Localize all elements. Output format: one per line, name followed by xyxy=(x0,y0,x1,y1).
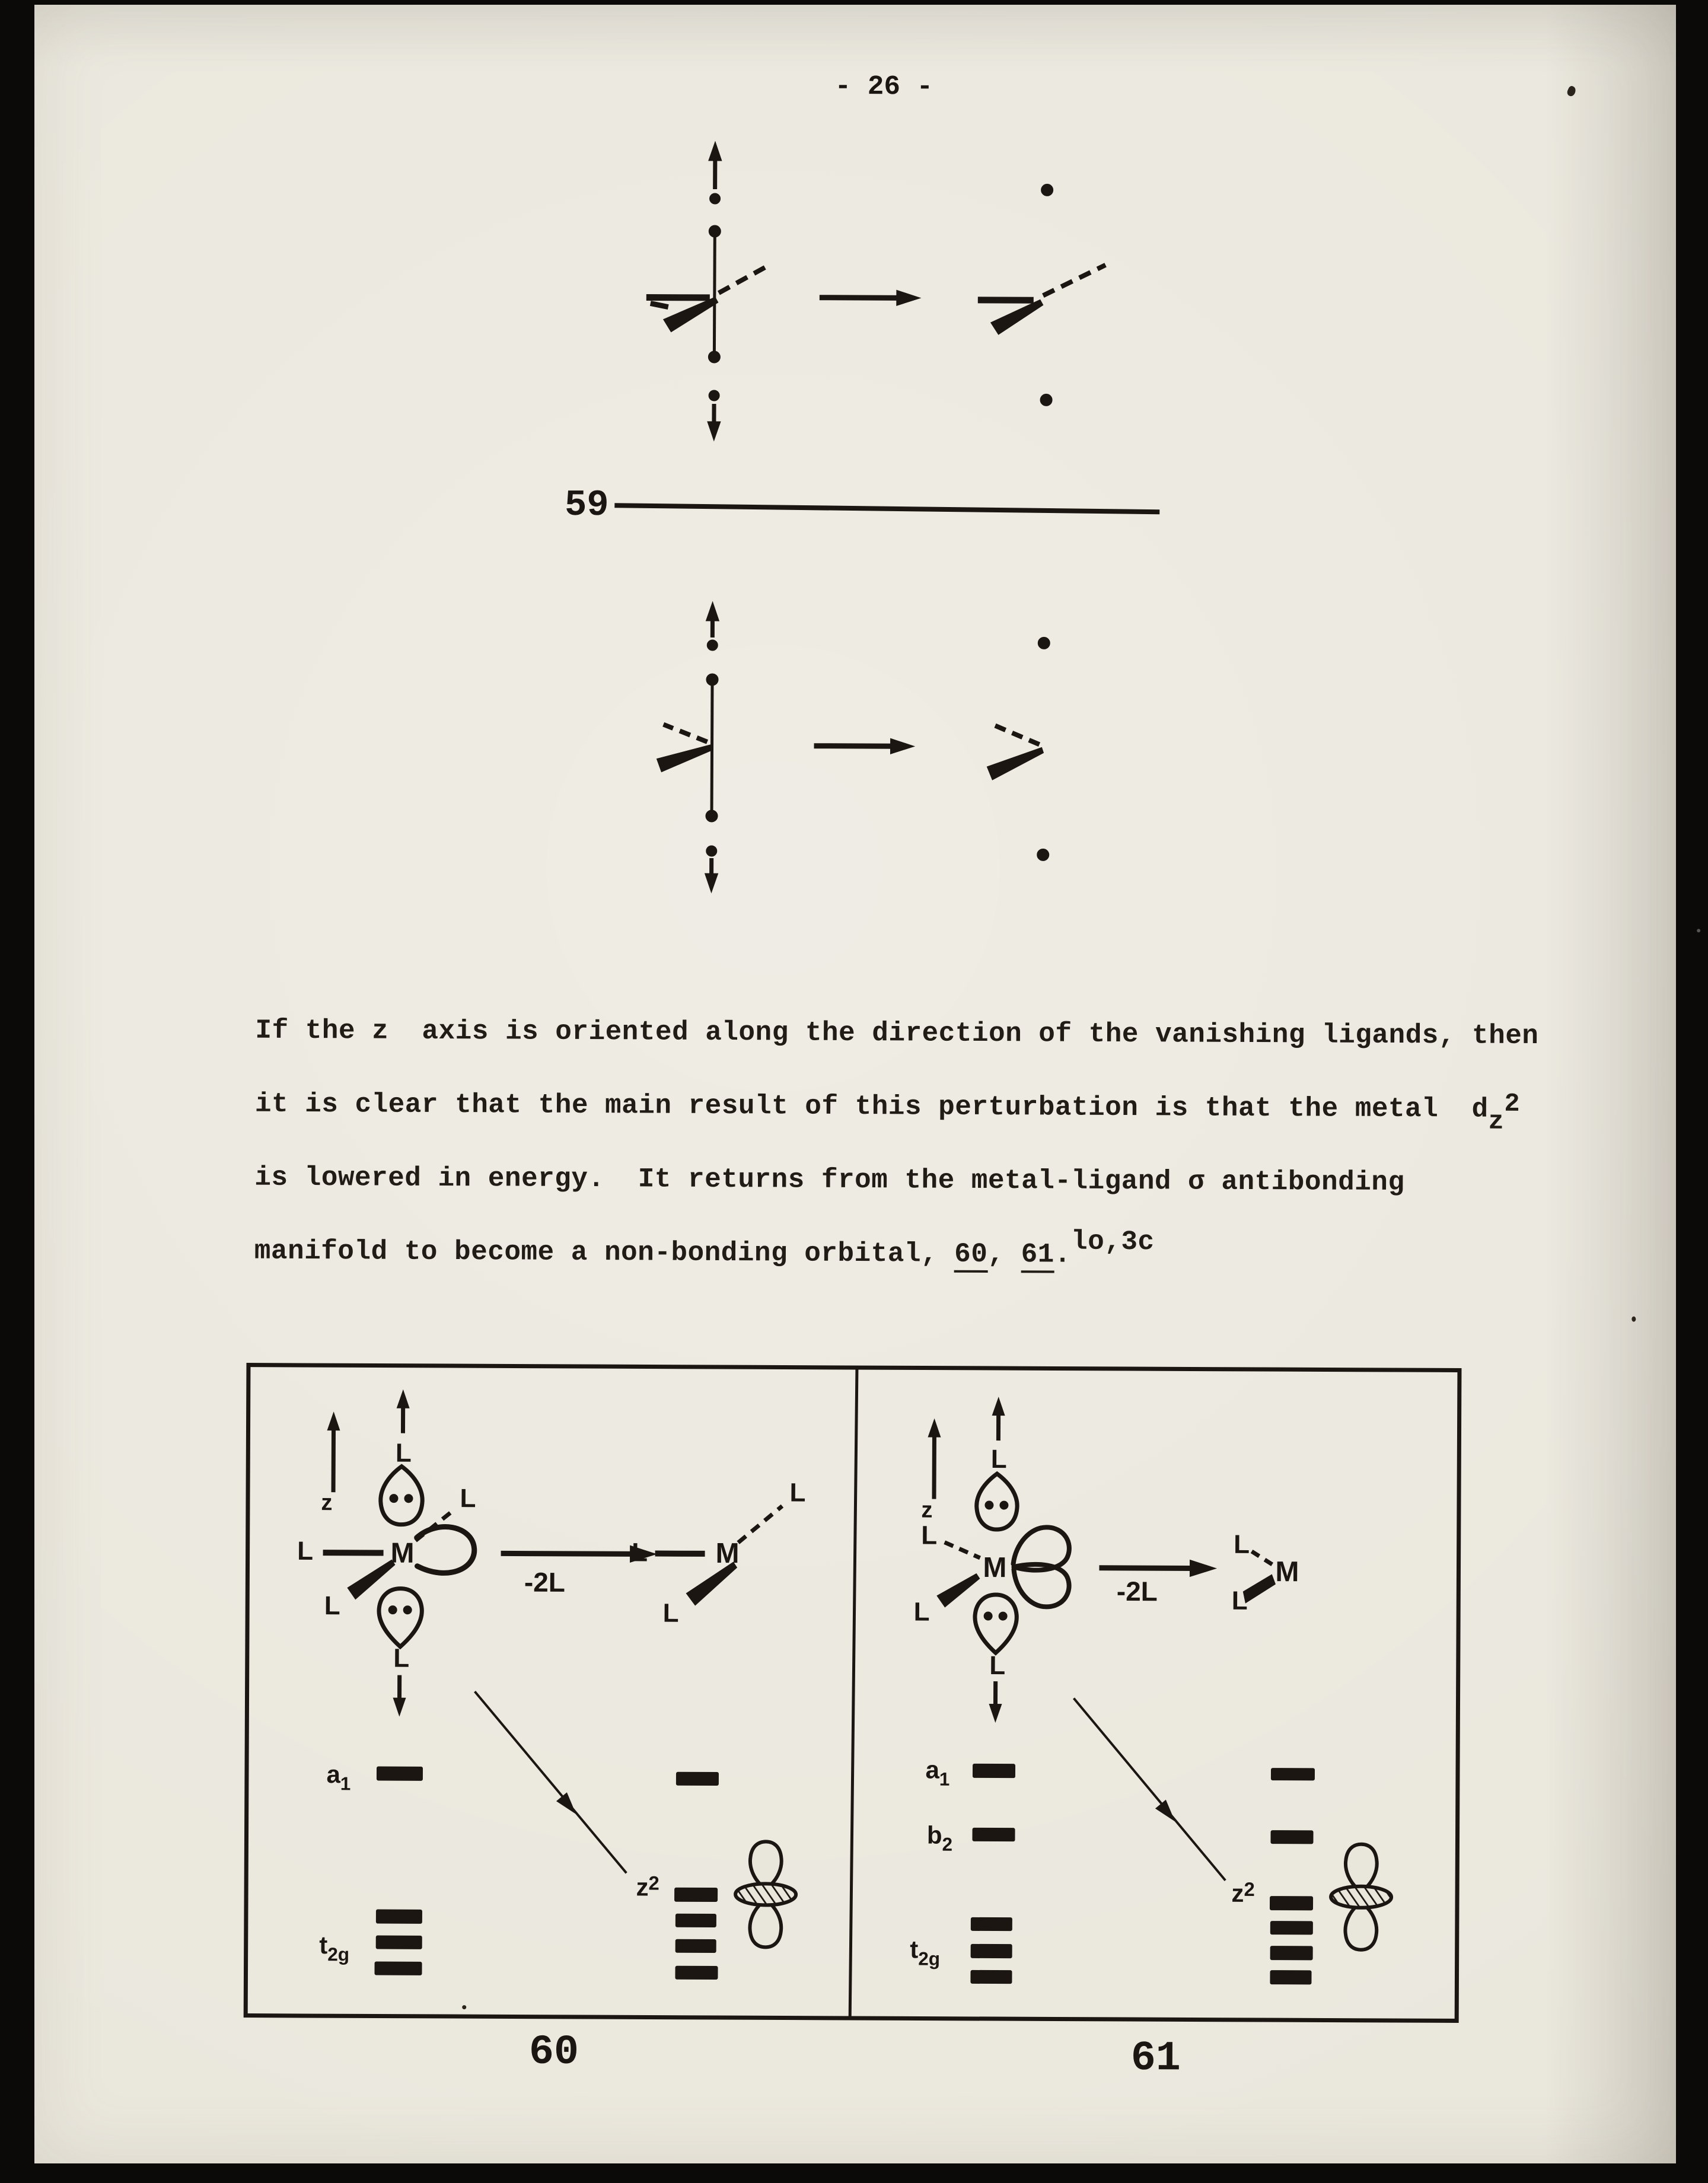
reference-61: 61 xyxy=(1021,1239,1054,1273)
scheme59-reaction-arrow xyxy=(820,290,920,306)
level-label-b2 xyxy=(926,1821,953,1855)
level-label-a1 xyxy=(925,1755,950,1790)
level-label-base: a xyxy=(326,1760,340,1789)
energy-level-bar xyxy=(676,1772,719,1786)
level-label-base: a xyxy=(925,1755,940,1784)
ligand-label: L xyxy=(789,1478,806,1508)
text-line-4-main: manifold to become a non-bonding orbital, xyxy=(254,1235,955,1270)
z-axis-arrow xyxy=(327,1411,340,1492)
ligand-label: L xyxy=(393,1643,410,1673)
energy-level-bar xyxy=(1270,1921,1313,1935)
dashed-bond xyxy=(945,1543,980,1558)
reference-period: . xyxy=(1054,1239,1072,1270)
panel60-correlation-arrow xyxy=(474,1691,627,1873)
text-line-2-main: it is clear that the main result of this perturbation is that the metal d xyxy=(254,1088,1489,1125)
scheme59-rule xyxy=(614,505,1159,512)
orbital-label-base: z xyxy=(636,1873,649,1901)
ink-speck xyxy=(1631,1317,1636,1322)
energy-level-bar xyxy=(1271,1768,1315,1780)
metal-label: M xyxy=(715,1537,740,1570)
panel60-dz2-orbital-icon xyxy=(735,1841,796,1947)
scheme59-lower-structure xyxy=(656,602,719,893)
energy-level-bar xyxy=(1270,1896,1313,1910)
energy-level-bar xyxy=(374,1961,422,1975)
energy-level-bar xyxy=(1270,1830,1313,1844)
ligand-label: L xyxy=(632,1538,648,1567)
page-number: - 26 - xyxy=(834,71,933,103)
reaction-label: -2L xyxy=(1116,1575,1158,1607)
ligand-label: L xyxy=(1231,1586,1248,1615)
ligand-label: L xyxy=(921,1521,938,1550)
reference-60: 60 xyxy=(954,1239,987,1273)
down-arrow-icon xyxy=(708,422,721,441)
text-line-4 xyxy=(254,1226,1155,1271)
panel61-levels xyxy=(970,1764,1315,1986)
lone-pair-lobe xyxy=(975,1595,1017,1653)
wedge-bond xyxy=(936,1573,980,1608)
down-arrow-icon xyxy=(989,1704,1002,1723)
empty-orbital-loop xyxy=(416,1526,474,1573)
reference-comma: , xyxy=(987,1238,1021,1270)
level-label-t2g xyxy=(910,1935,941,1970)
stub-dash xyxy=(651,303,668,307)
level-label-sub: 2 xyxy=(942,1833,953,1855)
reaction-label: -2L xyxy=(524,1566,565,1598)
energy-level-bar xyxy=(971,1917,1012,1931)
dashed-bond xyxy=(1043,264,1105,295)
text-line-1: If the z axis is oriented along the direction of the vanishing ligands, then xyxy=(255,1015,1539,1052)
text-line-2 xyxy=(254,1088,1521,1137)
wedge-bond xyxy=(657,745,712,772)
energy-level-bar xyxy=(972,1828,1015,1841)
dashed-bond xyxy=(995,725,1040,744)
panel-divider xyxy=(850,1368,857,2018)
level-label-sub: 2g xyxy=(918,1948,941,1970)
metal-label: M xyxy=(390,1537,415,1569)
level-label-sub: 1 xyxy=(340,1773,351,1795)
panel-61-number: 61 xyxy=(1130,2035,1181,2083)
down-arrow-icon xyxy=(705,874,718,893)
ligand-label: L xyxy=(989,1651,1006,1681)
footnote-superscript: lo,3c xyxy=(1070,1226,1155,1258)
orbital-label-exp: 2 xyxy=(648,1872,659,1894)
panel61-correlation-arrow xyxy=(1073,1698,1226,1881)
energy-level-bar xyxy=(674,1888,718,1902)
ligand-label: L xyxy=(913,1597,930,1627)
energy-level-bar xyxy=(376,1909,422,1923)
energy-level-bar xyxy=(1270,1970,1311,1984)
down-arrow-icon xyxy=(393,1698,406,1717)
ligand-label: L xyxy=(662,1598,679,1628)
orbital-label-base: z xyxy=(1231,1879,1244,1907)
energy-level-bar xyxy=(377,1766,423,1780)
lone-pair-lobe xyxy=(379,1589,422,1647)
level-label-a1 xyxy=(326,1760,351,1795)
panel61-product xyxy=(1243,1551,1275,1603)
energy-level-bar xyxy=(675,1914,716,1927)
ligand-label: L xyxy=(297,1536,314,1566)
ink-speck xyxy=(1697,929,1700,932)
ligand-label: L xyxy=(1234,1529,1250,1559)
level-label-sub: 1 xyxy=(939,1768,950,1790)
dz2-superscript: 2 xyxy=(1504,1090,1521,1120)
ligand-label: L xyxy=(460,1484,476,1513)
scheme59-product-structure xyxy=(977,184,1106,406)
wedge-bond xyxy=(664,297,718,332)
orbital-label-exp: 2 xyxy=(1244,1878,1255,1901)
axis-z-label: z xyxy=(921,1497,933,1523)
scheme59-lower-reaction-arrow xyxy=(814,738,914,754)
dashed-bond xyxy=(719,264,770,293)
wedge-bond xyxy=(991,299,1043,334)
energy-level-bar xyxy=(971,1944,1012,1958)
lone-pair-lobe xyxy=(977,1474,1018,1529)
panel60-levels xyxy=(374,1766,719,1980)
wedge-bond xyxy=(1243,1575,1275,1603)
energy-level-bar xyxy=(970,1970,1012,1984)
energy-level-bar xyxy=(973,1764,1015,1778)
ligand-label: L xyxy=(395,1438,412,1468)
dashed-bond xyxy=(1252,1551,1274,1566)
text-line-3: is lowered in energy. It returns from the metal-ligand σ antibonding xyxy=(254,1162,1405,1199)
level-label-base: t xyxy=(319,1931,328,1959)
panel61-dz2-orbital-icon xyxy=(1331,1844,1392,1950)
wedge-bond xyxy=(987,747,1043,780)
energy-level-bar xyxy=(1270,1946,1313,1960)
scheme59-lower-product-structure xyxy=(987,637,1050,861)
z-axis-arrow xyxy=(928,1419,941,1499)
level-label-base: t xyxy=(910,1935,919,1964)
axis-z-label: z xyxy=(321,1490,333,1516)
structure-59-label: 59 xyxy=(564,483,609,527)
level-label-sub: 2g xyxy=(327,1943,350,1965)
panel-60-number: 60 xyxy=(528,2029,579,2076)
ligand-label: L xyxy=(990,1445,1007,1474)
dz2-subscript: z xyxy=(1488,1107,1505,1137)
scheme59-octahedral-structure xyxy=(646,141,770,441)
z2-orbital-label xyxy=(636,1872,659,1901)
level-label-base: b xyxy=(926,1821,942,1849)
dashed-bond xyxy=(738,1506,782,1543)
energy-level-bar xyxy=(376,1935,422,1949)
lone-pair-lobe xyxy=(381,1467,423,1525)
metal-label: M xyxy=(983,1551,1007,1584)
panel61-reaction-arrow xyxy=(1099,1560,1216,1577)
ligand-label: L xyxy=(324,1591,340,1621)
level-label-t2g xyxy=(319,1931,350,1965)
ink-speck xyxy=(462,2005,466,2009)
energy-level-bar xyxy=(675,1939,716,1953)
metal-label: M xyxy=(1275,1556,1299,1588)
dashed-bond xyxy=(664,725,708,742)
z2-orbital-label xyxy=(1231,1878,1255,1907)
energy-level-bar xyxy=(675,1966,718,1980)
